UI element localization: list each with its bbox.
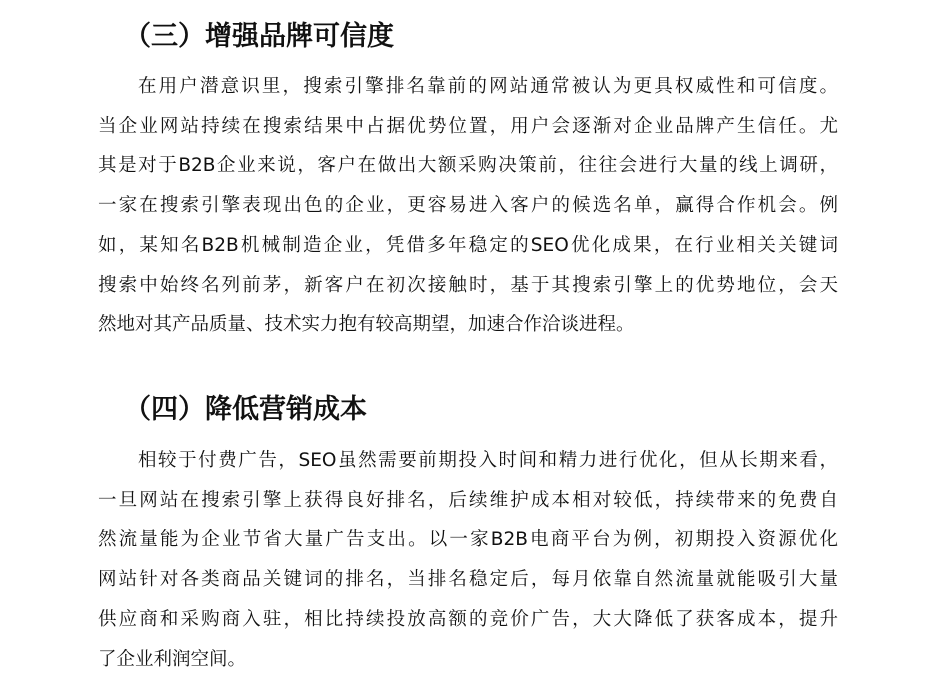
section-heading-marketing-cost: （四）降低营销成本: [124, 394, 367, 425]
paragraph-line: 如，某知名B2B机械制造企业，凭借多年稳定的SEO优化成果，在行业相关关键词: [98, 234, 838, 256]
paragraph-line: 然流量能为企业节省大量广告支出。以一家B2B电商平台为例，初期投入资源优化: [98, 529, 838, 551]
paragraph-line: 一旦网站在搜索引擎上获得良好排名，后续维护成本相对较低，持续带来的免费自: [98, 489, 838, 511]
paragraph-line: 搜索中始终名列前茅，新客户在初次接触时，基于其搜索引擎上的优势地位，会天: [98, 274, 838, 296]
section-heading-brand-credibility: （三）增强品牌可信度: [124, 21, 394, 52]
paragraph-line: 其是对于B2B企业来说，客户在做出大额采购决策前，往往会进行大量的线上调研，: [98, 155, 838, 177]
paragraph-line: 当企业网站持续在搜索结果中占据优势位置，用户会逐渐对企业品牌产生信任。尤: [98, 115, 838, 137]
paragraph-line: 一家在搜索引擎表现出色的企业，更容易进入客户的候选名单，赢得合作机会。例: [98, 195, 838, 217]
paragraph-line: 网站针对各类商品关键词的排名，当排名稳定后，每月依靠自然流量就能吸引大量: [98, 569, 838, 591]
paragraph-line: 在用户潜意识里，搜索引擎排名靠前的网站通常被认为更具权威性和可信度。: [138, 76, 838, 97]
paragraph-line: 然地对其产品质量、技术实力抱有较高期望，加速合作洽谈进程。: [98, 314, 635, 336]
paragraph-line: 供应商和采购商入驻，相比持续投放高额的竞价广告，大大降低了获客成本，提升: [98, 608, 838, 630]
paragraph-line: 了企业利润空间。: [98, 648, 247, 670]
paragraph-brand-credibility: [98, 67, 838, 345]
paragraph-line: 相较于付费广告，SEO虽然需要前期投入时间和精力进行优化，但从长期来看，: [138, 450, 838, 471]
paragraph-marketing-cost: [98, 441, 838, 679]
